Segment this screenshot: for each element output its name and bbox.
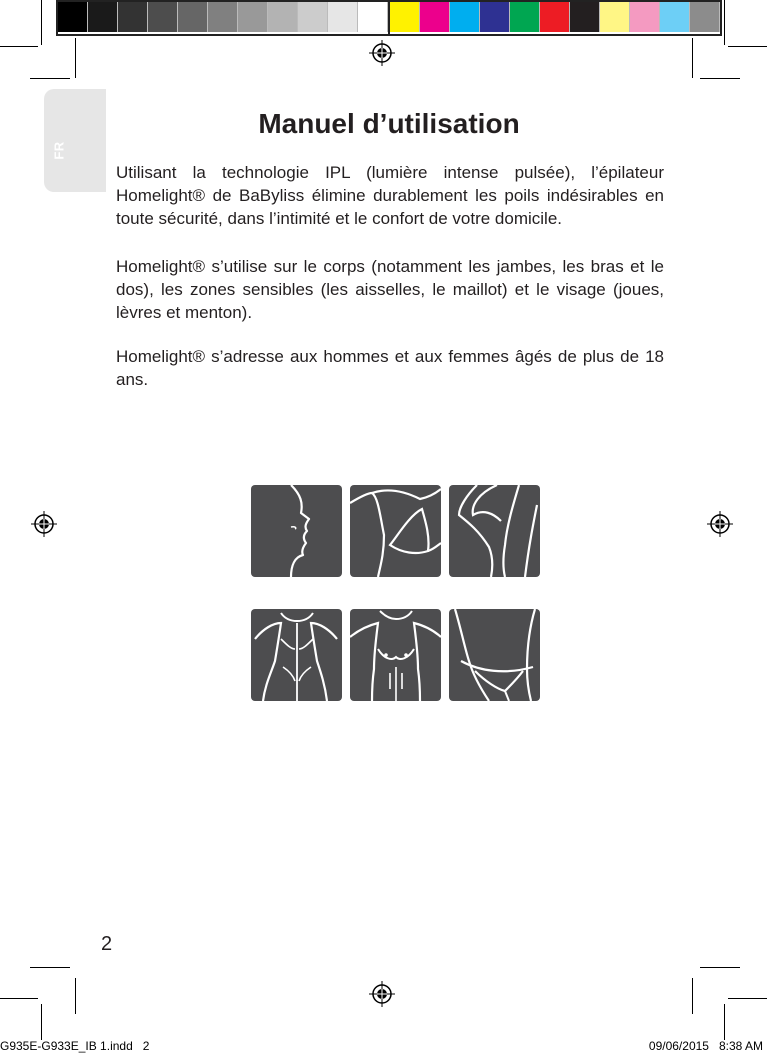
swatch — [630, 2, 660, 32]
crop-mark — [728, 46, 767, 47]
crop-mark — [75, 978, 76, 1014]
swatch — [118, 2, 148, 32]
registration-mark-icon — [707, 511, 733, 537]
swatch — [178, 2, 208, 32]
crop-mark — [692, 978, 693, 1014]
swatch — [358, 2, 388, 32]
crop-mark — [41, 1004, 42, 1040]
crop-mark — [0, 46, 38, 47]
crop-mark — [692, 38, 693, 78]
crop-mark — [41, 0, 42, 45]
swatch — [570, 2, 600, 32]
crop-mark — [728, 998, 767, 999]
chest-icon — [350, 609, 441, 701]
intro-paragraph: Utilisant la technologie IPL (lumière intense pulsée), l’épilateur Homelight® de BaByliss élimine durablement les poils indésirables en toute sécurité, dans l’intimité et le confort de votre domicile. — [116, 163, 664, 228]
swatch — [238, 2, 268, 32]
bikini-icon — [449, 609, 540, 701]
crop-mark — [724, 1004, 725, 1040]
usage-areas-paragraph: Homelight® s’utilise sur le corps (notamment les jambes, les bras et le dos), les zones sensibles (les aisselles, le maillot) et le visage (joues, lèvres et menton). — [116, 257, 664, 322]
swatch — [450, 2, 480, 32]
audience-paragraph: Homelight® s’adresse aux hommes et aux femmes âgés de plus de 18 ans. — [116, 347, 664, 389]
swatch — [328, 2, 358, 32]
page-number: 2 — [101, 933, 113, 955]
crop-mark — [700, 78, 740, 79]
face-profile-icon — [251, 485, 342, 577]
swatch — [510, 2, 540, 32]
crop-mark — [724, 0, 725, 45]
page-title: Manuel d’utilisation — [258, 108, 520, 139]
crop-mark — [75, 38, 76, 78]
registration-mark-icon — [31, 511, 57, 537]
swatch — [540, 2, 570, 32]
crop-mark — [0, 998, 38, 999]
registration-mark-icon — [369, 981, 395, 1007]
language-tab-label: FR — [51, 141, 67, 160]
language-tab — [44, 89, 106, 192]
swatch — [600, 2, 630, 32]
swatch — [208, 2, 238, 32]
footer-timestamp: 09/06/2015 8:38 AM — [648, 1039, 763, 1053]
back-icon — [251, 609, 342, 701]
swatch — [268, 2, 298, 32]
crop-mark — [30, 967, 70, 968]
swatch — [298, 2, 328, 32]
swatch — [480, 2, 510, 32]
registration-mark-icon — [369, 40, 395, 66]
swatch — [420, 2, 450, 32]
leg-icon — [449, 485, 540, 577]
process-color-bar — [388, 0, 722, 36]
crop-mark — [700, 967, 740, 968]
underarm-icon — [350, 485, 441, 577]
swatch — [390, 2, 420, 32]
crop-mark — [30, 78, 70, 79]
grayscale-color-bar — [56, 0, 390, 36]
swatch — [690, 2, 720, 32]
swatch — [148, 2, 178, 32]
swatch — [660, 2, 690, 32]
footer-file-name: G935E-G933E_IB 1.indd 2 — [0, 1039, 150, 1053]
swatch — [58, 2, 88, 32]
swatch — [88, 2, 118, 32]
